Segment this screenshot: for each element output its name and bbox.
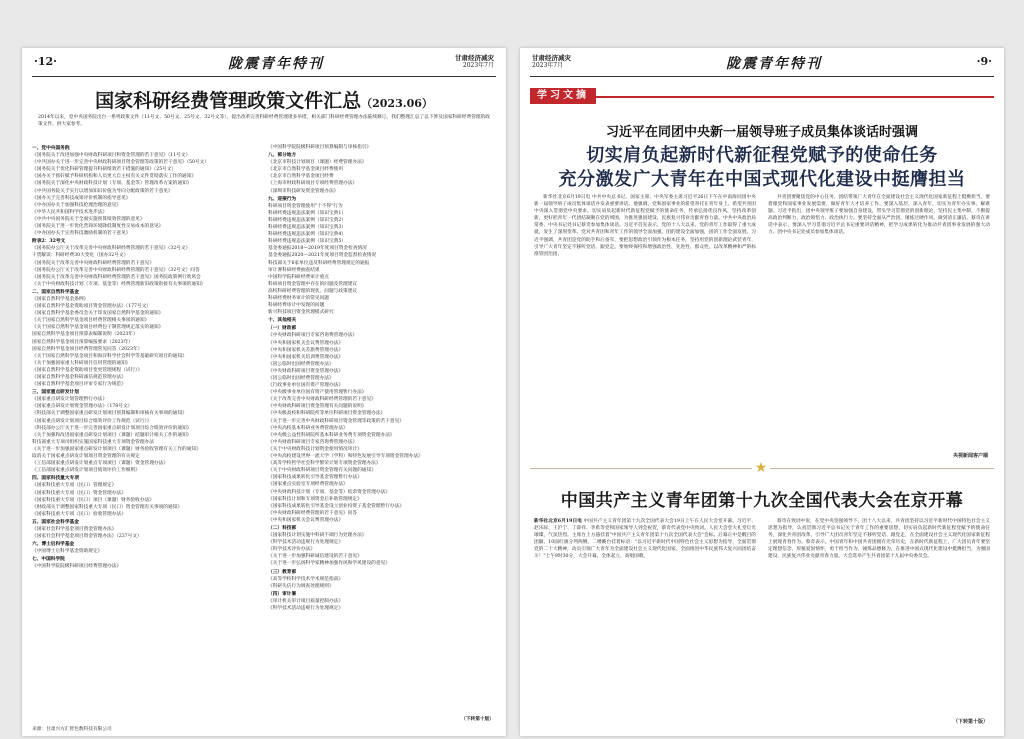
policy-list-item: 科技部重大专项司组织实施国家科技重大专项资金管理办法 <box>32 439 154 445</box>
policy-list-item: 《科学技术活动违规行为处理规定》 <box>268 540 344 546</box>
policy-list-item: 《国家社会科学基金项目资金管理办法》（237号文） <box>32 534 142 540</box>
left-column-2 <box>268 144 496 729</box>
policy-list-item: 《国家自然科学基金资助项目变更管理规程（试行）》 <box>32 367 143 373</box>
article1-byline: 央视新闻客户端 <box>952 453 988 459</box>
section-rule <box>596 96 994 98</box>
policy-list-item: 《关于加强和改进国家重点研发计划项目（课题）结题审计相关工作的通知》 <box>32 432 192 438</box>
section-heading: （一）财政部 <box>268 326 297 332</box>
section-heading: 一、党中央国务院 <box>32 146 70 151</box>
left-intro-paragraph: 2014年以来，党中央国务院出台一系列政策文件（11号文、50号文、25号文、32号文等），提出改革完善科研经费管理诸多举措。相关部门科研经费管理办法陆续修订。我们整理汇总了以下涉及国家科研经费管理的政策文件，供大家参考。 <box>38 115 490 128</box>
policy-list-item: 《国家重点研发计划项目综合绩效评价工作规范（试行）》 <box>32 418 152 424</box>
policy-list-item: 《中央和国家机关会议费管理办法》 <box>268 517 344 523</box>
policy-list-item: 《深圳市科技研发资金管理办法》 <box>268 188 339 194</box>
article2-dateline: 新华社北京6月19日电 <box>534 519 582 524</box>
policy-list-item: 《中央财政科研项目资金管理有关问题的说明》 <box>268 404 367 410</box>
policy-list-item: 《国家科技计划和专项资金后补助管理规定》 <box>268 496 362 502</box>
policy-list-item: 《中央财政科研经费管理的若干意见》问答 <box>268 510 358 516</box>
right-newspaper-page <box>520 48 1004 736</box>
policy-list-item: 《关于国家自然科学基金项目和海洋科学社会科学等基础研究项目的通知》 <box>32 353 187 359</box>
policy-list-item: 科研经费违规违法案例（知识宝典4） <box>268 232 346 238</box>
policy-list-item: 《中央财政科研项目专家咨询费管理办法》 <box>268 333 358 339</box>
left-newspaper-page <box>22 48 506 736</box>
policy-list-item: 国家自然科学基金项目预算表编制说明（2023年） <box>32 332 138 338</box>
policy-list-item: 《关于中央财政科技计划资金使用情况审计》 <box>268 446 362 452</box>
policy-list-item: 《中央财政科研项目专家咨询费管理办法》 <box>268 439 358 445</box>
policy-list-item: 《中央级事业单位国有资产使用管理暂行办法》 <box>268 390 367 396</box>
policy-list-item: 《科学技术评价办法》 <box>268 547 315 553</box>
policy-list-item: 《关于进一步加强国家重点研发计划项目（课题）财务验收管理有关工作的通知》 <box>32 446 201 452</box>
policy-list-item: 科研经费违规违法案例（知识宝典2） <box>268 217 346 223</box>
policy-list-item: 《国务院关于改进加强中央财政科研项目和资金管理的若干意见》（11号文） <box>32 153 191 159</box>
left-meta-date: 2023年7月 <box>462 62 494 69</box>
policy-list-item: 科研经费财务审计的常见问题 <box>268 295 329 301</box>
star-ornament-icon: ★ <box>752 459 770 477</box>
policy-list-item: 《国家科技重大专项（民口）项目（课题）财务验收办法》 <box>32 497 154 503</box>
section-heading: 八、部分地方 <box>268 153 297 159</box>
right-meta-brand: 甘肃经济减灾 <box>532 54 571 62</box>
article2-headline: 中国共产主义青年团第十九次全国代表大会在京开幕 <box>560 491 964 511</box>
policy-list-item: 《国务院关于优化科研管理提升科研绩效若干措施的通知》（25号文） <box>32 167 177 173</box>
policy-list-item: 《国办关于抓好赋予科研机构和人员更大自主权有关文件贯彻落实工作的通知》 <box>32 174 197 180</box>
policy-list-item: 《国办关于完善科技成果评价机制的指导意见》 <box>32 195 131 201</box>
policy-list-item: 《国务院关于改革完善中央财政科研经费管理的若干意见》 <box>32 260 154 266</box>
policy-list-item: 《上海市财政科研项目专项经费管理办法》 <box>268 181 358 187</box>
left-column-1 <box>32 144 257 729</box>
policy-list-item: 基金委通报2020—2021年度项目资金监督检查情况 <box>268 253 377 259</box>
article1-column-2: 共青团要聚焦党的中心任务，团结带领广大青年在全面建设社会主义现代化国家新征程上挺膺担当。要着眼党和国家事业发展需要，做好青年人才培养工作。要深入基层、深入青年，切实为青年办实事、解难题。习近平指出，团中央领导班子要加强自身建设，带头学习贯彻党的创新理论，坚持民主集中制，不断提高政治判断力、政治领悟力、政治执行力。要坚持全面从严治团，锤炼过硬作风，做到清正廉洁。蔡奇在讲话中表示，要深入学习贯彻习近平总书记重要讲话精神，把学习成果转化为推动共青团事业发展的强大动力。团中央书记处成员参加集体谈话。 <box>768 195 990 236</box>
left-header-meta <box>455 54 494 70</box>
policy-list-item: 《审计机关审计项目质量控制办法》 <box>268 598 344 604</box>
policy-list-item: 《国家自然科学基金委员会关于印发国家自然科学基金的通知》 <box>32 311 164 317</box>
policy-list-item: 《财政部关于调整国家科技重大专项（民口）资金管理有关事项的通知》 <box>32 504 183 510</box>
policy-list-item: 《国务院关于深化中央财政科技计划（专项、基金等）管理改革方案的通知》 <box>32 181 192 187</box>
policy-list-item: 《中央高校建设世界一流大学（学科）和特色发展引导专项资金管理办法》 <box>268 454 423 460</box>
policy-list-item: 国家自然科学基金项目预算编报要求（2023年） <box>32 339 133 345</box>
policy-list-item: 《高等学校科学技术学术规范指南》 <box>268 576 344 582</box>
policy-list-item: 《北京市自然科学基金项目经费使用 <box>268 167 344 173</box>
section-heading: （四）审计署 <box>268 591 297 597</box>
policy-list-item: 《关于进一步弘扬科学家精神加强作风和学风建设的意见》 <box>268 561 390 567</box>
policy-list-item: 《行政事业单位国有资产管理办法》 <box>268 383 344 389</box>
policy-list-item: 《国家科技重大专项（民口）管理规定》 <box>32 483 117 489</box>
article1-headline-line2: 充分激发广大青年在中国式现代化建设中挺膺担当 <box>558 169 966 190</box>
policy-list-item: 《国家自然科学基金资助项目资金管理办法》（177号文） <box>32 304 152 310</box>
policy-list-item: 《中国科学院院级科研项目预算编制与审核指引》 <box>268 145 372 150</box>
policy-list-item: 科研项目资金管理使用"十不得"行为 <box>268 203 343 209</box>
policy-list-item: 《国务院关于进一步优化营商环境降低制度性交易成本的意见》 <box>32 224 164 230</box>
policy-list-item: 《北京市自然科学基金项目经费 <box>268 174 334 180</box>
policy-list-item: 《中央财政科技计划（专项、基金等）结余资金管理办法》 <box>268 489 390 495</box>
policy-list-item: 《国家科技重大专项（民口）资金管理办法》 <box>32 490 126 496</box>
right-running-title: 陇震青年特刊 <box>726 56 822 72</box>
left-page-number: ·12· <box>34 55 57 68</box>
left-page-header <box>32 52 496 77</box>
policy-list-item: 取消关于国家重点研发计划项目资金管理的有关规定 <box>32 454 140 460</box>
policy-list-item: 《中共国务院关于实行以增加知识价值为导向分配政策的若干意见》 <box>32 188 173 194</box>
left-title-text: 国家科研经费管理政策文件汇总 <box>95 90 362 112</box>
policy-list-item: 《高等学校哲学社会科学繁荣计划专项资金管理办法》 <box>268 461 381 467</box>
policy-list-item: 《国家重点实验室专项经费管理办法》 <box>268 482 348 488</box>
policy-list-item: 《北京市科技计划项目（课题）经费管理办法》 <box>268 160 367 166</box>
policy-list-item: 《中央和国家机关培训费管理办法》 <box>268 354 344 360</box>
section-heading: 七、中国科学院 <box>32 557 65 563</box>
policy-list-item: 《关于加强国家重大科研项目信用管理的通知》 <box>32 360 131 366</box>
policy-list-item: 《关于进一步完善中央财政科研项目资金管理等政策的若干意见》 <box>268 418 404 424</box>
right-meta-date: 2023年7月 <box>532 62 564 69</box>
left-continued-note: （下转第十版） <box>461 717 494 722</box>
policy-list-item: 《中共中央国务院关于全面实施预算绩效管理的意见》 <box>32 216 145 222</box>
article1-column-1: 新华社北京6月19日电 中共中央总书记、国家主席、中央军委主席习近平26日下午在中南海同团中央新一届领导班子成员集体谈话并发表重要讲话。他强调，党和国家事业的希望寄托在青年身上。希望共青团中央深入贯彻党中央要求，切实肩负起新时代新征程党赋予的使命任务，传承弘扬优良作风，坚持改革创新，更好把青年一代团结凝聚在党的周围，为推进强国建设、民族复兴伟业贡献青春力量。中共中央政治局常委、中央书记处书记蔡奇参加集体谈话。习近平首先表示，党的十八大以来，党的青年工作取得了重大成就，发生了深刻变革。党对共青团和青年工作的领导全面加强，团的建设全面加强，团的工作全面发展。习近平强调，共青团是党的助手和后备军，要把思想政治引领作为根本任务，坚持用党的创新理论武装青年，引导广大青年坚定不移听党话、跟党走。要始终保持和增强政治性、先进性、群众性，以改革精神和严的标准管团治团。 <box>534 195 756 257</box>
section-heading: 六、博士后科学基金 <box>32 542 75 548</box>
policy-list-item: 《国务院关于改革完善中央财政科研经费管理的若干意见》国务院政策例行吹风会 <box>32 274 201 280</box>
policy-list-item: 《中华人民共和国科学技术进步法》 <box>32 209 108 215</box>
policy-list-item: 基金委通报2018—2019年度项目资金检查情况 <box>268 246 367 252</box>
policy-list-item: 《国务院办公厅关于改革完善中央财政科研经费管理的若干意见》（32号文）问答 <box>32 267 200 273</box>
policy-list-item: 《国家科技成果转化引导基金设立创业投资子基金管理暂行办法》 <box>268 503 404 509</box>
policy-list-item: 《中央财政科研项目资金管理办法》 <box>268 368 344 374</box>
policy-list-item: 《工信部国家重点研发计划项目绩效评价工作细则》 <box>32 468 140 474</box>
policy-list-item: 《中共国办关于进一步完善中央财政科研项目资金管理等政策的若干意见》（50号文） <box>32 160 210 166</box>
left-source-line: 来源：甘肃兴方汇智色数科技有限公司 <box>32 727 112 732</box>
left-title-year: （2023.06） <box>361 97 433 110</box>
policy-list-item: 《工信部国家重点研发计划重点专项项目（课题）资金管理办法》 <box>32 461 168 467</box>
policy-list-item: 《关于改革完善中央财政科研经费管理的若干意见》 <box>268 397 376 403</box>
policy-list-item: 中国科学院科研经费审计重点 <box>268 274 329 280</box>
right-page-number: ·9· <box>976 55 992 68</box>
policy-list-item: 《国家重点研发计划管理暂行办法》 <box>32 397 108 403</box>
policy-list-item: 《中央高校基本科研业务费管理办法》 <box>268 425 348 431</box>
policy-list-item: 科研经费违规违法案例（知识宝典5） <box>268 239 346 245</box>
policy-list-item: 《中央级公益性科研院所基本科研业务费专项资金管理办法》 <box>268 432 395 438</box>
policy-list-item: 《国家自然科学基金科研诚信规范管理办法》 <box>32 375 126 380</box>
section-heading: 四、国家科技重大专项 <box>32 476 79 482</box>
policy-list-item: 《国家科技计划实施中科研不端行为处理办法》 <box>268 533 367 539</box>
policy-list-item: 《科学技术活动违规行为处理规定》 <box>268 606 344 611</box>
article2-column-1-text: 中国共产主义青年团第十九次全国代表大会19日上午在人民大会堂开幕。习近平、赵乐际、王沪宁、丁薛祥、李希等党和国家领导人到会祝贺，蔡奇代表党中央致词。人民大会堂大礼堂灯光璀璨，气氛热烈。主席台上方悬挂着"中国共产主义青年团第十九次全国代表大会"会标。后幕正中是醒目的团徽，10面红旗分列两侧。二楼眺台挂着标语："以习近平新时代中国特色社会主义思想为指导，全面贯彻党的二十大精神，动员引领广大青年为全面建设社会主义现代化国家、全面推进中华民族伟大复兴而团结奋斗！"上午9时30分，大会开幕。全体起立，高唱国歌。 <box>534 519 756 560</box>
study-digest-tag: 学习文摘 <box>530 88 596 104</box>
section-heading: 附录2：32号文 <box>32 239 66 245</box>
policy-list-item: 国家自然科学基金项目经费管理常见问答（2023年） <box>32 346 143 352</box>
policy-list-item: 《国家重点研发计划资金管理办法》（178号文） <box>32 404 133 410</box>
policy-list-item: 《科技部办公厅关于进一步完善国家重点研发计划项目综合绩效评价的通知》 <box>32 425 192 431</box>
section-heading: （三）教育部 <box>268 569 297 575</box>
policy-list-item: 《国家社会科学基金项目资金管理办法》 <box>32 526 117 532</box>
policy-list-item: 《国家科技成果转化引导基金管理暂行办法》 <box>268 475 362 481</box>
section-heading: 十、其他相关 <box>268 318 297 324</box>
article1-headline-line1: 切实肩负起新时代新征程党赋予的使命任务 <box>586 145 938 166</box>
right-header-meta <box>532 54 571 70</box>
left-running-title: 陇震青年特刊 <box>228 56 324 72</box>
article2-column-1 <box>534 518 756 714</box>
policy-list-item: 《关于中央财政科技计划（专项、基金等）经费管理新旧政策衔接有关事项的通知》 <box>32 281 206 287</box>
policy-list-item: 干货解读：科研经费30大变化（国办32号文） <box>32 253 129 259</box>
policy-list-item: 《科技部关于调整国家重点研发计划项目预算编制和审核有关事项的通知》 <box>32 411 187 417</box>
policy-list-item: 新兴科技项目资金管理模式研究 <box>268 310 334 316</box>
policy-list-item: 科研经费审计中发现的问题 <box>268 303 325 309</box>
policy-list-item: 《关于进一步加强科研诚信建设的若干意见》 <box>268 554 362 560</box>
policy-list-item: 《国家科技重大专项（民口）验收管理办法》 <box>32 511 126 517</box>
policy-list-item: 科研经费违规违法案例（知识宝典1） <box>268 210 346 216</box>
policy-list-item: 《国家自然科学基金条例》 <box>32 296 89 302</box>
policy-list-item: 《中央级高校和科研院所等单位科研项目资金管理办法》 <box>268 411 386 417</box>
policy-list-item: 科研经费违规违法案例（知识宝典3） <box>268 225 346 231</box>
left-main-title <box>22 86 506 113</box>
policy-list-item: 高校科研经费管理的现状、问题与政策建议 <box>268 288 358 294</box>
policy-list-item: 《关于中央财政科研项目资金管理有关问题的通知》 <box>268 468 376 474</box>
article1-subtitle: 习近平在同团中央新一届领导班子成员集体谈话时强调 <box>605 125 918 140</box>
policy-list-item: 《因公临时出国经费管理办法》 <box>268 376 334 381</box>
policy-list-item: 科技部关于6家单位违反科研经费管理规定的通报 <box>268 260 370 266</box>
policy-list-item: 《国务院办公厅关于改革完善中央财政科研经费管理的若干意见》（32号文） <box>32 246 191 252</box>
policy-list-item: 《因公临时出国经费管理办法》 <box>268 361 334 367</box>
policy-list-item: 科研项目资金管理中存在的问题及管理建议 <box>268 281 358 287</box>
section-heading: 三、国家重点研发计划 <box>32 390 79 396</box>
article2-column-2: 蔡奇在致词中说，在党中央坚强领导下，团十八大以来，共青团坚持以习近平新时代中国特色社会主义思想为指导，认真贯彻习近平总书记关于青年工作的重要思想，切实肩负起新时代新征程党赋予的使命任务，深化共青团改革，引导广大团员青年坚定不移听党话、跟党走，在全面建设社会主义现代化国家新征程上展现青春作为。蔡奇表示，中国青年和中国共青团拥有光荣历史，在新时代新征程上，广大团员青年要坚定理想信念，厚植爱国情怀，勇于担当作为，锤炼品德修为，在推进中国式现代化建设中挺膺担当，为强国建设、民族复兴伟业贡献青春力量。大会选举产生共青团第十九届中央委员会。 <box>768 519 990 560</box>
policy-list-item: 《中央和国家机关差旅费管理办法》 <box>268 347 344 353</box>
section-heading: 五、国家社会科学基金 <box>32 519 79 525</box>
policy-list-item: 《中央和国家机关会议费管理办法》 <box>268 340 344 346</box>
section-heading: （二）科技部 <box>268 525 297 531</box>
section-heading: 九、迎接行为 <box>268 196 297 202</box>
policy-list-item: 《中国博士后科学基金资助规定》 <box>32 549 103 555</box>
right-continued-note: （下转第十版） <box>952 719 988 725</box>
policy-list-item: 《中办国办关于完善科技激励机制的若干意见》 <box>32 231 131 237</box>
right-page-header <box>530 52 994 77</box>
policy-list-item: 《中办国办关于加强科技伦理治理的意见》 <box>32 202 122 208</box>
policy-list-item: 审计署科研经费抽查结果 <box>268 267 320 273</box>
policy-list-item: 《国家自然科学基金项目评审专家行为规范》 <box>32 382 126 388</box>
section-heading: 二、国家自然科学基金 <box>32 289 79 295</box>
policy-list-item: 《关于国家自然科学基金项目经费包干制管理规定落实的通知》 <box>32 325 164 331</box>
policy-list-item: 《科研失信行为调查处理规则》 <box>268 583 334 589</box>
policy-list-item: 《中国科学院院级科研项目经费管理办法》 <box>32 564 122 570</box>
policy-list-item: 《关于国家自然科学基金项目经费管理相关事项的通知》 <box>32 318 150 324</box>
left-meta-brand: 甘肃经济减灾 <box>455 54 494 62</box>
